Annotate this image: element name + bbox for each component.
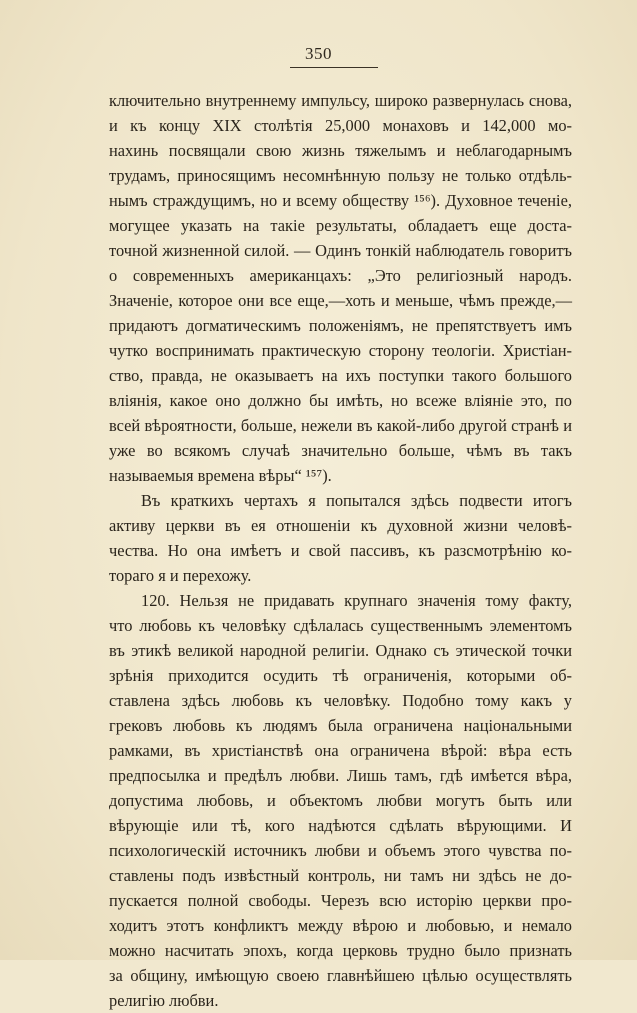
- text-line: придаютъ догматическимъ положеніямъ, не препятствуетъ имъ: [109, 316, 572, 335]
- body-text: [109, 88, 572, 1013]
- text-line: чутко воспринимать практическую сторону теологіи. Христіан-: [109, 341, 572, 360]
- text-line: грековъ любовь къ людямъ была ограничена національными: [109, 716, 572, 735]
- page-number-rule: [290, 67, 378, 68]
- text-line: Значеніе, которое они все еще,—хоть и меньше, чѣмъ прежде,—: [109, 291, 572, 310]
- text-line: нахинь посвящали свою жизнь тяжелымъ и неблагодарнымъ: [109, 141, 572, 160]
- text-line: Въ краткихъ чертахъ я попытался здѣсь подвести итогъ: [141, 491, 572, 510]
- text-line: вліянія, какое оно должно бы имѣть, но всеже вліяніе это, по: [109, 391, 572, 410]
- paragraph: [109, 588, 572, 1013]
- text-line: рамками, въ христіанствѣ она ограничена вѣрой: вѣра есть: [109, 741, 572, 760]
- text-line: можно насчитать эпохъ, когда церковь трудно было признать: [109, 941, 572, 960]
- paragraph: [109, 88, 572, 488]
- text-line: зрѣнія приходится осудить тѣ ограниченія, которыми об-: [109, 666, 572, 685]
- text-line: о современныхъ американцахъ: „Это религіозный народъ.: [109, 266, 572, 285]
- page-number: 350: [305, 44, 332, 63]
- text-line: допустима любовь, и объектомъ любви могутъ быть или: [109, 791, 572, 810]
- text-line: активу церкви въ ея отношеніи къ духовной жизни человѣ-: [109, 516, 572, 535]
- text-line: ключительно внутреннему импульсу, широко развернулась снова,: [109, 91, 572, 110]
- text-line: ставлены подъ извѣстный контроль, ни тамъ ни здѣсь не до-: [109, 866, 572, 885]
- text-line: религію любви.: [109, 991, 219, 1010]
- text-line: что любовь къ человѣку сдѣлалась существеннымъ элементомъ: [109, 616, 572, 635]
- text-line: могущее указать на такіе результаты, обладаетъ еще доста-: [109, 216, 572, 235]
- text-line: за общину, имѣющую своею главнѣйшею цѣлью осуществлять: [109, 966, 572, 985]
- text-line: точной жизненной силой. — Одинъ тонкій наблюдатель говоритъ: [109, 241, 572, 260]
- text-line: пускается полной свободы. Черезъ всю исторію церкви про-: [109, 891, 572, 910]
- text-line: предпосылка и предѣлъ любви. Лишь тамъ, гдѣ имѣется вѣра,: [109, 766, 572, 785]
- text-line: трудамъ, приносящимъ несомнѣнную пользу не только отдѣль-: [109, 166, 572, 185]
- paragraph: [109, 488, 572, 588]
- text-line: вѣрующіе или тѣ, кого надѣются сдѣлать вѣрующими. И: [109, 816, 572, 835]
- text-line: въ этикѣ великой народной религіи. Однако съ этической точки: [109, 641, 572, 660]
- text-line: 120. Нельзя не придавать крупнаго значенія тому факту,: [141, 591, 572, 610]
- text-line: ходитъ этотъ конфликтъ между вѣрою и любовью, и немало: [109, 916, 572, 935]
- text-line: всей вѣроятности, больше, нежели въ какой-либо другой странѣ и: [109, 416, 572, 435]
- text-line: уже во всякомъ случаѣ значительно больше, чѣмъ въ такъ: [109, 441, 572, 460]
- text-line: ство, правда, не оказываетъ на ихъ поступки такого большого: [109, 366, 572, 385]
- text-line: ставлена здѣсь любовь къ человѣку. Подобно тому какъ у: [109, 691, 572, 710]
- text-line: психологическій источникъ любви и объемъ этого чувства по-: [109, 841, 572, 860]
- text-line: нымъ страждущимъ, но и всему обществу ¹⁵⁶). Духовное теченіе,: [109, 191, 572, 210]
- text-line: называемыя времена вѣры“ ¹⁵⁷).: [109, 466, 332, 485]
- text-line: тораго я и перехожу.: [109, 566, 252, 585]
- text-line: и къ концу XIX столѣтія 25,000 монаховъ и 142,000 мо-: [109, 116, 572, 135]
- text-line: чества. Но она имѣетъ и свой пассивъ, къ разсмотрѣнію ко-: [109, 541, 572, 560]
